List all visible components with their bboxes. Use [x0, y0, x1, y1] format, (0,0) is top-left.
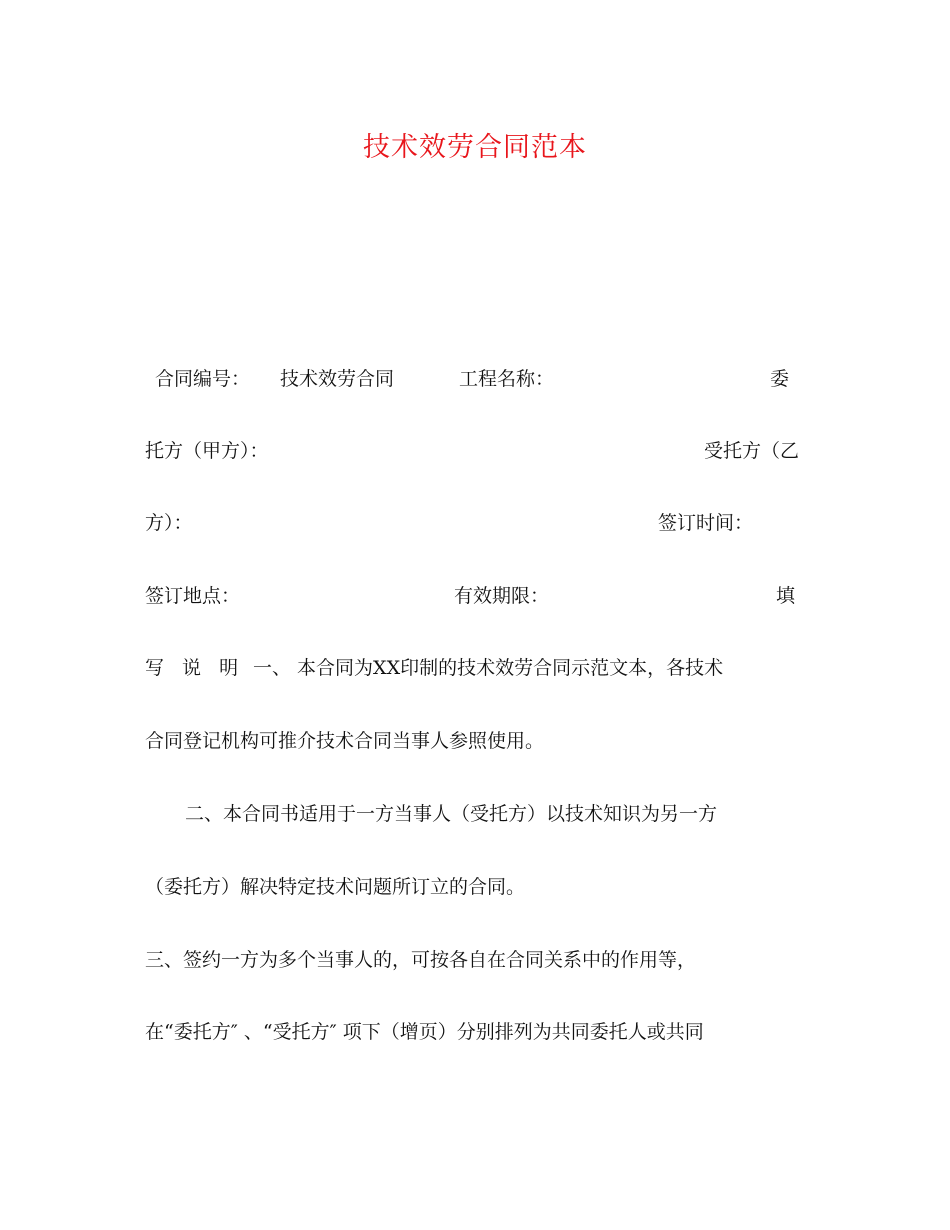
- document-title: 技术效劳合同范本: [363, 132, 587, 163]
- sign-place-label: 签订地点：: [145, 585, 241, 607]
- clause-3-line-2: [145, 1015, 805, 1049]
- contractor-label-start: 受托方（乙: [703, 440, 799, 462]
- clause-1-line-2: [145, 724, 805, 758]
- project-name-label: 工程名称：: [459, 368, 555, 390]
- clause-2-text-end: （委托方）解决特定技术问题所订立的合同。: [145, 876, 526, 898]
- instructions-label-start: 填: [775, 585, 795, 607]
- client-label-start: 委: [769, 368, 789, 390]
- contractor-label-end: 方）：: [145, 512, 193, 534]
- clause-1-text-end: 合同登记机构可推介技术合同当事人参照使用。: [145, 730, 545, 752]
- contract-no-value: 技术效劳合同: [280, 368, 395, 390]
- instructions-label-end: 写 说 明: [145, 657, 245, 679]
- validity-label: 有效期限：: [454, 585, 550, 607]
- contract-no-label: 合同编号：: [155, 368, 251, 390]
- clause-2-line-1: [145, 797, 805, 831]
- fields-line-2: [145, 434, 805, 468]
- fields-line-4: [145, 579, 805, 613]
- clause-1-text-start: 一、 本合同为XX印制的技术效劳合同示范文本，各技术: [253, 657, 724, 679]
- clause-1-line-1: [145, 651, 805, 685]
- clause-3-text-end: 在“委托方″ 、“受托方″ 项下（增页）分别排列为共同委托人或共同: [145, 1021, 704, 1043]
- clause-2-line-2: [145, 870, 805, 904]
- clause-3-line-1: [145, 943, 805, 977]
- client-label-end: 托方（甲方）：: [145, 440, 269, 462]
- fields-line-3: [145, 506, 805, 540]
- clause-2-text-start: 二、本合同书适用于一方当事人（受托方）以技术知识为另一方: [185, 803, 718, 825]
- fields-line-1: [145, 362, 805, 396]
- sign-time-label: 签订时间：: [657, 512, 753, 534]
- clause-3-text-start: 三、签约一方为多个当事人的，可按各自在合同关系中的作用等，: [145, 949, 697, 971]
